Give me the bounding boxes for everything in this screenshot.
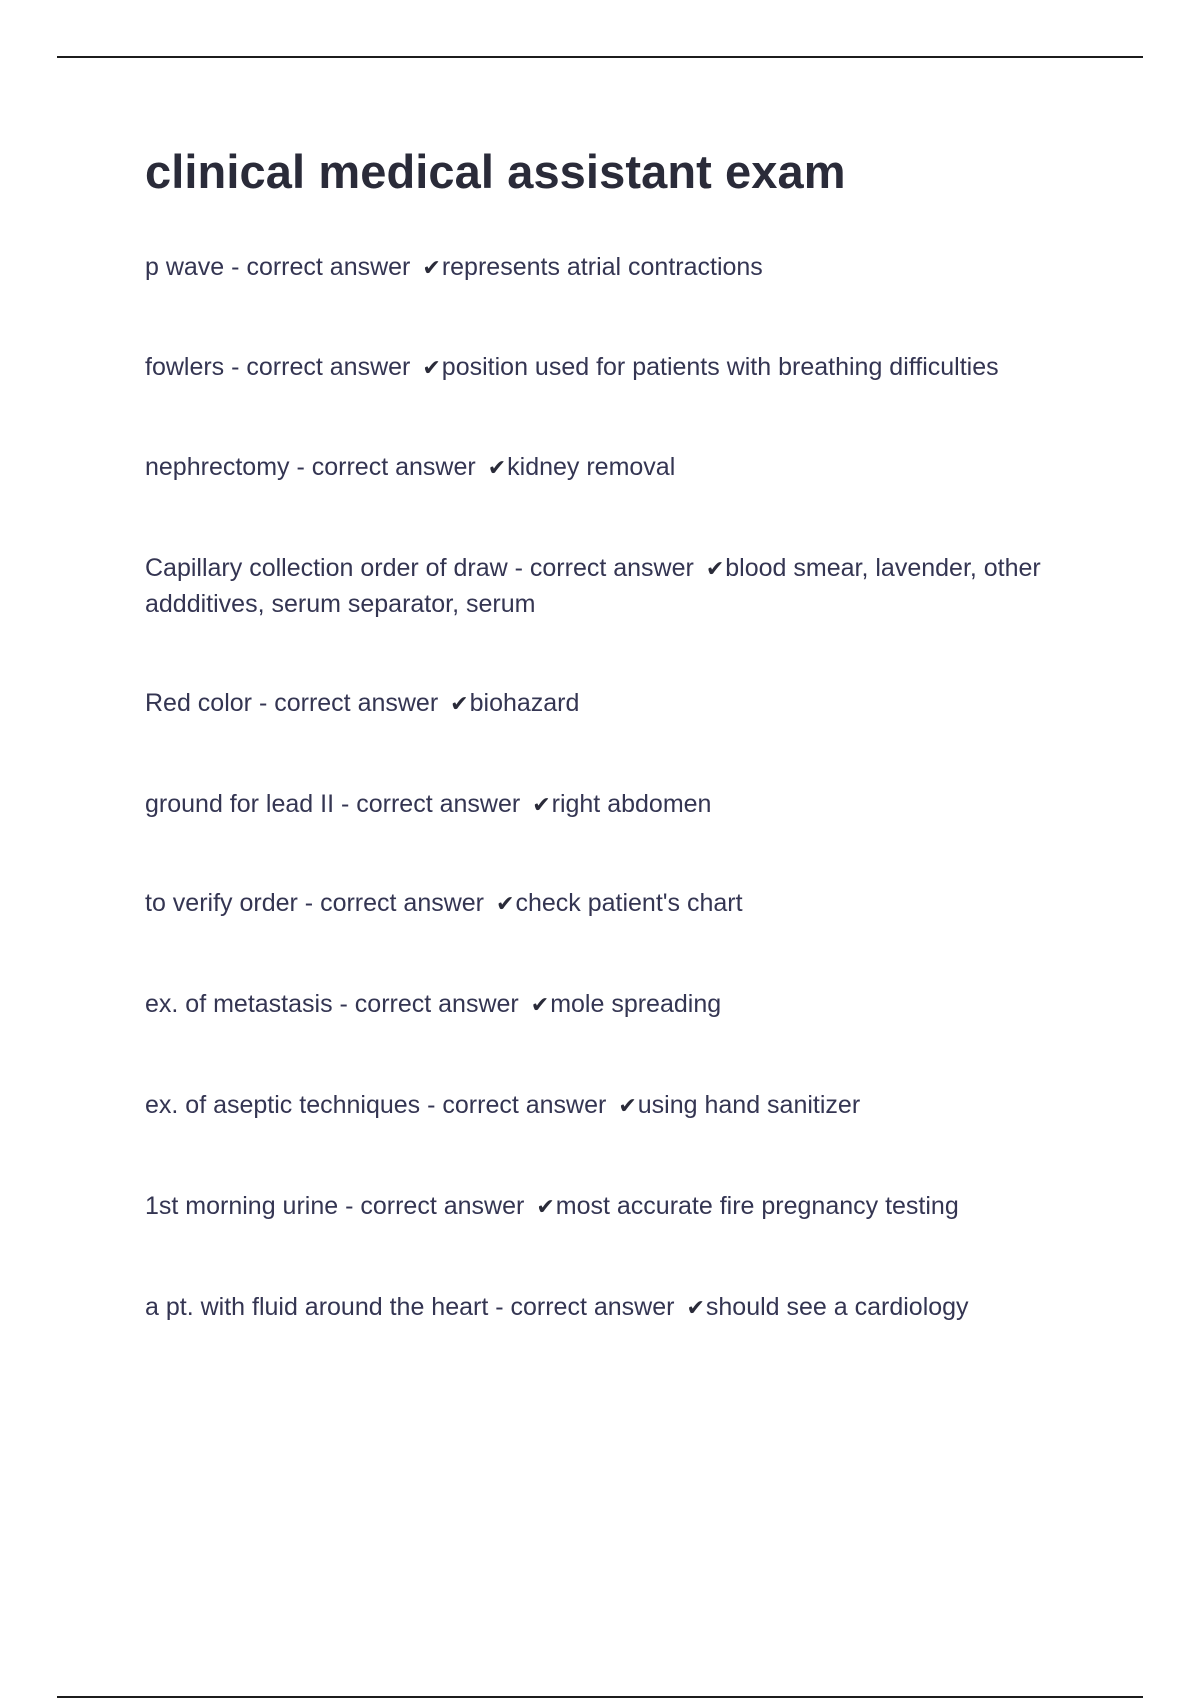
check-icon: ✔ [705,557,725,582]
answer-label: correct answer [320,889,485,917]
qa-separator: - [338,1192,361,1220]
qa-item [145,450,1105,486]
qa-item [145,1088,1105,1124]
qa-definition: position used for patients with breathing difficulties [441,353,999,381]
top-rule [57,56,1143,58]
qa-separator: - [420,1091,443,1119]
qa-separator: - [289,453,312,481]
qa-item [145,1290,1105,1326]
qa-term: a pt. with fluid around the heart [145,1293,489,1321]
qa-separator: - [334,790,357,818]
qa-separator: - [332,990,355,1018]
answer-label: correct answer [510,1293,675,1321]
qa-term: Red color [145,689,252,717]
qa-definition: biohazard [469,689,580,717]
qa-term: ex. of metastasis [145,990,333,1018]
check-icon: ✔ [530,993,550,1018]
page-title: clinical medical assistant exam [145,145,846,198]
qa-term: Capillary collection order of draw [145,554,508,582]
check-icon: ✔ [536,1195,555,1220]
qa-definition: represents atrial contractions [441,253,763,281]
qa-definition: should see a cardiology [705,1293,969,1321]
qa-definition: using hand sanitizer [637,1091,861,1119]
qa-item [145,886,1105,922]
qa-term: to verify order [145,889,298,917]
qa-item [145,686,1105,722]
check-icon: ✔ [422,256,441,281]
check-icon: ✔ [532,793,551,818]
qa-item [145,987,1105,1023]
check-icon: ✔ [450,692,469,717]
qa-separator: - [297,889,321,917]
check-icon: ✔ [496,892,515,917]
qa-separator: - [488,1293,511,1321]
answer-label: correct answer [246,353,411,381]
answer-label: correct answer [274,689,439,717]
qa-term: fowlers [145,353,225,381]
check-icon: ✔ [686,1296,705,1321]
qa-definition: mole spreading [550,990,722,1018]
qa-term: nephrectomy [145,453,290,481]
qa-definition: check patient's chart [515,889,743,917]
qa-separator: - [224,353,247,381]
qa-item [145,551,1105,621]
qa-item [145,1189,1105,1225]
answer-label: correct answer [356,790,521,818]
answer-label: correct answer [529,554,694,582]
qa-term: 1st morning urine [145,1192,339,1220]
answer-label: correct answer [360,1192,525,1220]
qa-term: ground for lead II [145,790,335,818]
check-icon: ✔ [422,356,441,381]
qa-definition: most accurate fire pregnancy testing [555,1192,959,1220]
qa-item [145,250,1105,286]
qa-separator: - [507,554,530,582]
qa-definition: right abdomen [551,790,712,818]
qa-definition: blood smear, lavender, other addditives, serum separator, serum [145,554,1041,618]
check-icon: ✔ [487,456,507,481]
qa-separator: - [224,253,247,281]
qa-definition: kidney removal [507,453,676,481]
qa-separator: - [252,689,275,717]
answer-label: correct answer [354,990,519,1018]
check-icon: ✔ [618,1094,637,1119]
answer-label: correct answer [246,253,411,281]
qa-term: ex. of aseptic techniques [145,1091,421,1119]
qa-item [145,787,1105,823]
qa-item [145,350,1105,386]
qa-term: p wave [145,253,225,281]
answer-label: correct answer [311,453,476,481]
answer-label: correct answer [442,1091,607,1119]
bottom-rule [57,1696,1143,1698]
